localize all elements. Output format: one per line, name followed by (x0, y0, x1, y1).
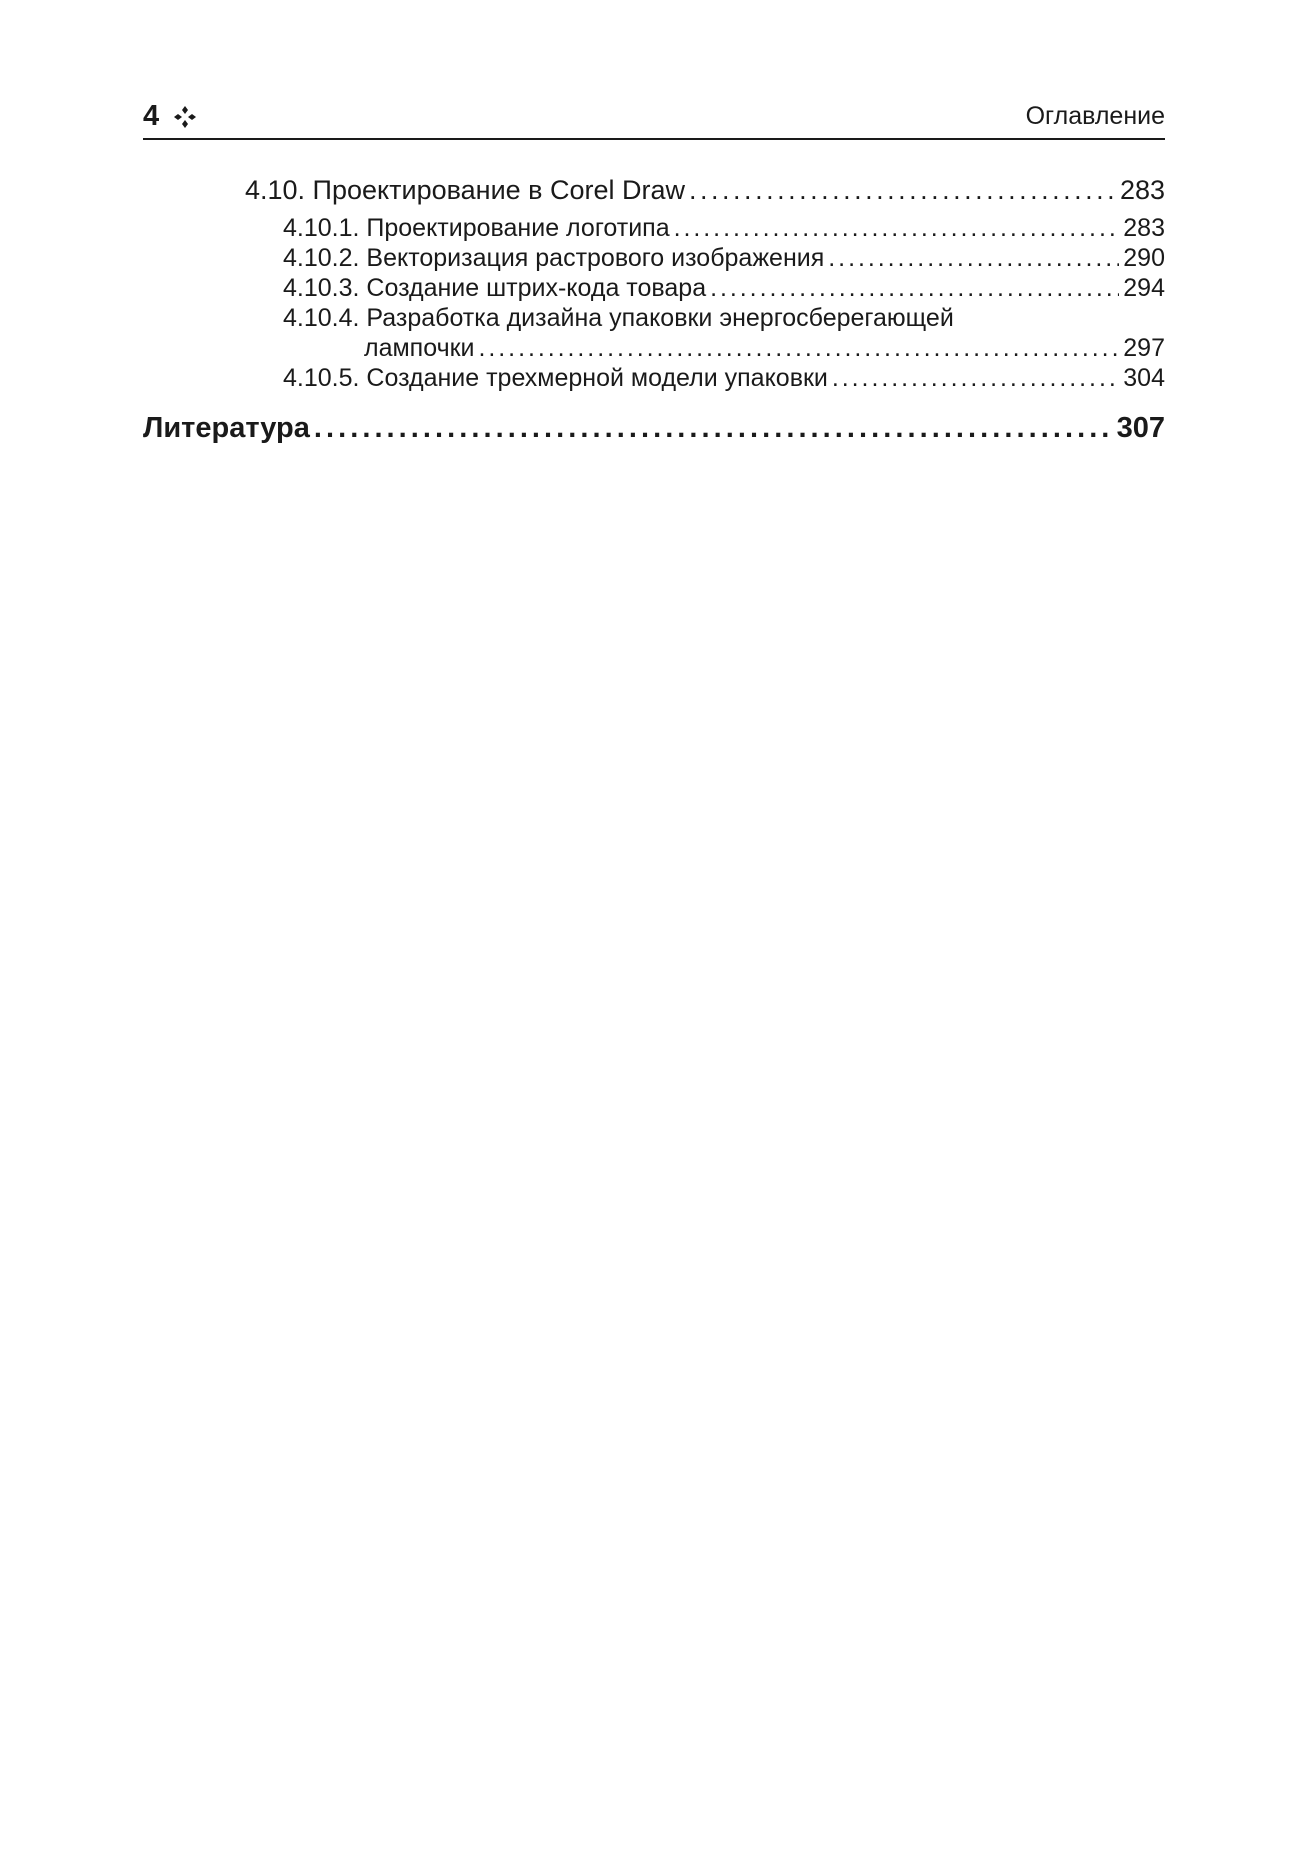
toc-entry-4-10-5[interactable] (283, 364, 1165, 393)
toc-leader-dots (832, 364, 1119, 393)
toc-entry-4-10-4-line1[interactable]: 4.10.4. Разработка дизайна упаковки энергосберегающей (283, 304, 954, 332)
toc-leader-dots (689, 175, 1116, 206)
toc-entry-4-10-4[interactable] (364, 334, 1165, 363)
toc-entry-4-10-3[interactable] (283, 274, 1165, 303)
toc-entry-page: 294 (1123, 274, 1165, 302)
toc-entry-page: 283 (1119, 175, 1165, 205)
toc-entry-text: 4.10. Проектирование в Corel Draw (245, 175, 686, 205)
four-diamond-ornament-icon (173, 105, 197, 129)
toc-leader-dots (314, 412, 1113, 445)
toc-entry-4-10-2[interactable] (283, 244, 1165, 273)
toc-entry-page: 307 (1116, 412, 1165, 444)
toc-entry-literature[interactable] (143, 412, 1165, 445)
toc-entry-page: 297 (1123, 334, 1165, 362)
toc-entry-page: 290 (1123, 244, 1165, 272)
toc-entry-text: лампочки (364, 334, 475, 362)
running-head (143, 98, 1165, 140)
toc-leader-dots (710, 274, 1119, 303)
toc-entry-4-10[interactable] (245, 175, 1165, 206)
toc-leader-dots (674, 214, 1120, 243)
toc-entry-page: 283 (1123, 214, 1165, 242)
toc-entry-4-10-1[interactable] (283, 214, 1165, 243)
toc-entry-text: Литература (143, 412, 310, 444)
toc-entry-text: 4.10.1. Проектирование логотипа (283, 214, 670, 242)
section-title: Оглавление (1025, 102, 1165, 130)
toc-entry-text: 4.10.5. Создание трехмерной модели упаковки (283, 364, 828, 392)
toc-leader-dots (828, 244, 1119, 273)
toc-entry-page: 304 (1123, 364, 1165, 392)
toc-entry-text: 4.10.3. Создание штрих-кода товара (283, 274, 707, 302)
toc-leader-dots (479, 334, 1120, 363)
page-number: 4 (143, 100, 160, 132)
toc-entry-text: 4.10.2. Векторизация растрового изображения (283, 244, 825, 272)
